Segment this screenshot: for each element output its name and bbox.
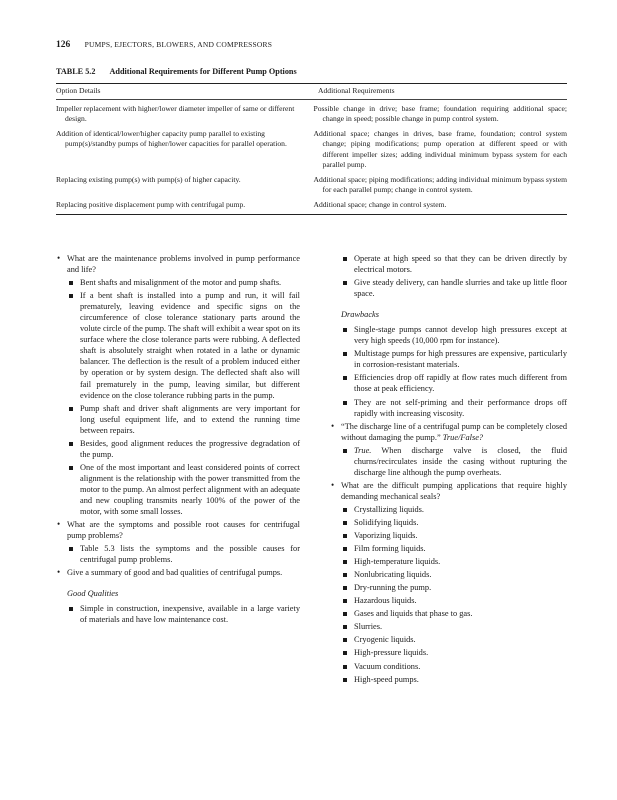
list-item: High-temperature liquids. [341, 556, 567, 567]
running-title: PUMPS, EJECTORS, BLOWERS, AND COMPRESSORS [84, 40, 273, 49]
question-text: “The discharge line of a centrifugal pump can be completely closed without damaging the pump.” [341, 421, 567, 442]
right-column [330, 253, 567, 687]
list-item: Slurries. [341, 621, 567, 632]
good-qualities-heading: Good Qualities [67, 589, 119, 599]
true-false-tag: True/False? [442, 432, 484, 442]
table-row [56, 129, 567, 171]
table-cell-option: Impeller replacement with higher/lower diameter impeller of same or different design. [56, 103, 295, 123]
list-item: Solidifying liquids. [341, 517, 567, 528]
list-item: Hazardous liquids. [341, 595, 567, 606]
list-item: Pump shaft and driver shaft alignments are very important for long useful equipment life, and to extend the running time between repairs. [67, 403, 300, 436]
list-item: Give steady delivery, can handle slurries and take up little floor space. [341, 277, 567, 299]
table-row [56, 104, 567, 125]
list-item: Besides, good alignment reduces the progressive degradation of the pump. [67, 438, 300, 460]
list-item [341, 445, 567, 478]
list-item: Bent shafts and misalignment of the motor and pump shafts. [67, 277, 300, 288]
question-discharge [330, 421, 567, 443]
list-item: One of the most important and least considered points of correct alignment is the relationship with the power transmitted from the motor to the pump. An almost perfect alignment with an adequate and new coupling transmits nearly 100% of the power of the motor, with some small losses. [67, 462, 300, 517]
list-item: Dry-running the pump. [341, 582, 567, 593]
answer-label: True. [354, 445, 372, 455]
table-cell-option: Replacing existing pump(s) with pump(s) of higher capacity. [56, 174, 241, 184]
list-item: Efficiencies drop off rapidly at flow rates much different from those at peak efficiency. [341, 372, 567, 394]
list-item: Gases and liquids that phase to gas. [341, 608, 567, 619]
table-title: Additional Requirements for Different Pump Options [109, 67, 297, 76]
table-caption [56, 67, 297, 76]
table-row [56, 175, 567, 196]
list-item: Table 5.3 lists the symptoms and the possible causes for centrifugal pump problems. [67, 543, 300, 565]
left-column [56, 253, 300, 627]
page-header [56, 40, 272, 50]
table-cell-requirement: Additional space; changes in drives, base frame, foundation; control system change; piping modifications; pump operation at different speed or with different impeller sizes; adding individual minimum bypass system for each parallel pump. [313, 128, 567, 169]
list-item: Vaporizing liquids. [341, 530, 567, 541]
list-item: Vacuum conditions. [341, 661, 567, 672]
list-item: High-speed pumps. [341, 674, 567, 685]
table-cell-requirement: Additional space; change in control system. [313, 199, 447, 209]
list-item: Operate at high speed so that they can be driven directly by electrical motors. [341, 253, 567, 275]
page-number: 126 [56, 40, 71, 50]
table-cell-option: Replacing positive displacement pump with centrifugal pump. [56, 199, 246, 209]
table-row [56, 200, 567, 211]
drawbacks-heading: Drawbacks [341, 310, 380, 320]
question-maintenance: • What are the maintenance problems involved in pump performance and life? [56, 253, 300, 275]
question-symptoms: • What are the symptoms and possible root causes for centrifugal pump problems? [56, 519, 300, 541]
table-cell-requirement: Additional space; piping modifications; adding individual minimum bypass system for each parallel pump; change in control system. [313, 174, 567, 194]
list-item: They are not self-priming and their performance drops off rapidly with increasing viscosity. [341, 397, 567, 419]
column-header-option: Option Details [56, 86, 101, 95]
column-header-requirements: Additional Requirements [318, 86, 395, 95]
list-item: Single-stage pumps cannot develop high pressures except at very high speeds (10,000 rpm for instance). [341, 324, 567, 346]
table-header-row [56, 84, 567, 100]
list-item: Crystallizing liquids. [341, 504, 567, 515]
list-item: Nonlubricating liquids. [341, 569, 567, 580]
question-qualities: • Give a summary of good and bad qualities of centrifugal pumps. [56, 567, 300, 578]
table-label: TABLE 5.2 [56, 67, 96, 76]
list-item: If a bent shaft is installed into a pump and run, it will fail prematurely, leaving evidence and specific signs on the circumference of close tolerance stationary parts around the volute circle of the pump. The shaft will exhibit a wear spot on its surface where the close tolerance parts were rubbing. A deflected shaft is absolutely straight when rotated in a lathe or dynamic balancer. The deflection is the result of a problem induced either by operation or by system design. The deflected shaft also will fail prematurely in the pump, leaving similar, but different evidence on the close tolerance rubbing parts in the pump. [67, 290, 300, 400]
list-item: High-pressure liquids. [341, 647, 567, 658]
list-item: Simple in construction, inexpensive, available in a large variety of materials and have low maintenance cost. [67, 603, 300, 625]
list-item: Cryogenic liquids. [341, 634, 567, 645]
list-item: Multistage pumps for high pressures are expensive, particularly in corrosion-resistant materials. [341, 348, 567, 370]
table-cell-option: Addition of identical/lower/higher capacity pump parallel to existing pump(s)/standby pumps of higher/lower capacities for parallel operation. [56, 128, 287, 148]
list-item: Film forming liquids. [341, 543, 567, 554]
table-bottom-rule [56, 214, 567, 215]
requirements-table [56, 83, 567, 215]
question-seals: • What are the difficult pumping applications that require highly demanding mechanical seals? [330, 480, 567, 502]
answer-text: When discharge valve is closed, the fluid churns/recirculates inside the casing without rupturing the discharge line although the pump overheats. [354, 445, 567, 477]
table-cell-requirement: Possible change in drive; base frame; foundation requiring additional space; change in speed; possible change in pump control system. [313, 103, 567, 123]
